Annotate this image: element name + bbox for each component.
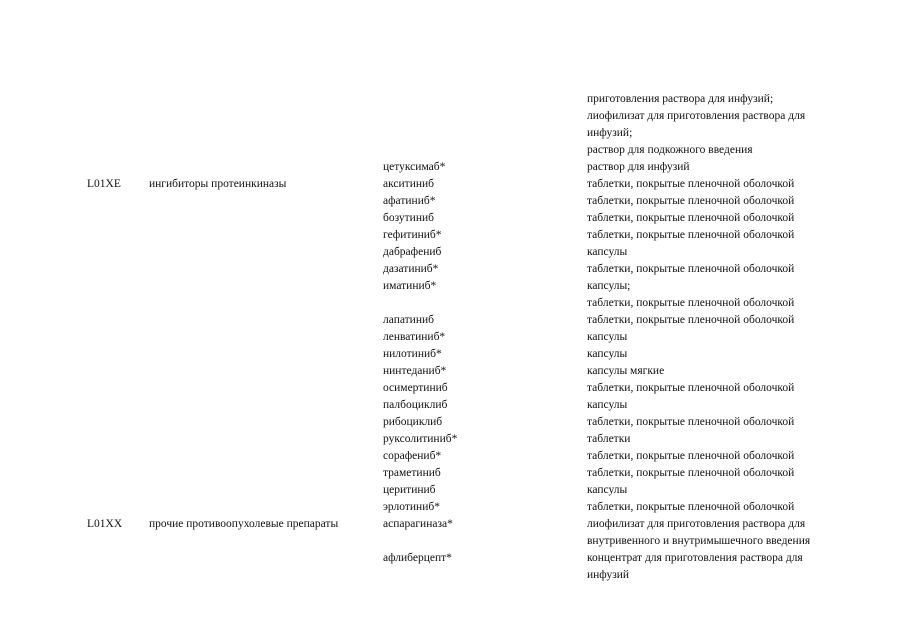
dosage-form-text: капсулы мягкие: [587, 365, 665, 377]
dosage-form-text: таблетки, покрытые пленочной оболочкой: [587, 212, 795, 224]
drug-name: акситиниб: [383, 178, 435, 190]
dosage-form-text: приготовления раствора для инфузий;: [587, 93, 774, 105]
drug-name: дазатиниб*: [383, 263, 439, 275]
dosage-form-text: таблетки, покрытые пленочной оболочкой: [587, 263, 795, 275]
drug-name: цетуксимаб*: [383, 161, 446, 173]
dosage-form-text: лиофилизат для приготовления раствора для: [587, 110, 806, 122]
dosage-form-text: таблетки, покрытые пленочной оболочкой: [587, 178, 795, 190]
dosage-form-text: таблетки, покрытые пленочной оболочкой: [587, 229, 795, 241]
drug-name: нилотиниб*: [383, 348, 442, 360]
dosage-form-text: капсулы: [587, 399, 628, 411]
atc-code: L01XX: [87, 518, 123, 530]
dosage-form-text: таблетки, покрытые пленочной оболочкой: [587, 195, 795, 207]
dosage-form-text: таблетки, покрытые пленочной оболочкой: [587, 297, 795, 309]
dosage-form-text: таблетки: [587, 433, 631, 445]
dosage-form-text: инфузий: [587, 569, 630, 581]
dosage-form-text: капсулы;: [587, 280, 631, 292]
drug-name: осимертиниб: [383, 382, 448, 394]
dosage-form-text: концентрат для приготовления раствора для: [587, 552, 803, 564]
pharmacological-group: ингибиторы протеинкиназы: [149, 178, 287, 190]
drug-name: сорафениб*: [383, 450, 442, 462]
dosage-form-text: раствор для подкожного введения: [587, 144, 753, 156]
drug-name: рибоциклиб: [383, 416, 443, 428]
dosage-form-text: таблетки, покрытые пленочной оболочкой: [587, 382, 795, 394]
drug-name: иматиниб*: [383, 280, 437, 292]
drug-name: афлиберцепт*: [383, 552, 452, 564]
pharmacological-group: прочие противоопухолевые препараты: [149, 518, 339, 530]
dosage-form-text: лиофилизат для приготовления раствора для: [587, 518, 806, 530]
dosage-form-text: внутривенного и внутримышечного введения: [587, 535, 811, 547]
drug-name: аспарагиназа*: [383, 518, 453, 530]
drug-name: палбоциклиб: [383, 399, 448, 411]
drug-name: афатиниб*: [383, 195, 436, 207]
drug-name: церитиниб: [383, 484, 436, 496]
dosage-form-text: таблетки, покрытые пленочной оболочкой: [587, 416, 795, 428]
dosage-form-text: капсулы: [587, 348, 628, 360]
dosage-form-text: таблетки, покрытые пленочной оболочкой: [587, 314, 795, 326]
drug-name: траметиниб: [383, 467, 441, 479]
drug-name: бозутиниб: [383, 212, 434, 224]
drug-name: лапатиниб: [383, 314, 434, 326]
dosage-form-text: раствор для инфузий: [587, 161, 690, 173]
drug-name: нинтеданиб*: [383, 365, 447, 377]
dosage-form-text: инфузий;: [587, 127, 633, 139]
dosage-form-text: капсулы: [587, 246, 628, 258]
drug-name: ленватиниб*: [383, 331, 446, 343]
dosage-form-text: таблетки, покрытые пленочной оболочкой: [587, 501, 795, 513]
drug-name: эрлотиниб*: [383, 501, 440, 513]
dosage-form-text: таблетки, покрытые пленочной оболочкой: [587, 467, 795, 479]
dosage-form-text: капсулы: [587, 484, 628, 496]
drug-name: дабрафениб: [383, 246, 442, 258]
dosage-form-text: капсулы: [587, 331, 628, 343]
drug-name: гефитиниб*: [383, 229, 442, 241]
atc-code: L01XE: [87, 178, 121, 190]
dosage-form-text: таблетки, покрытые пленочной оболочкой: [587, 450, 795, 462]
drug-name: руксолитиниб*: [383, 433, 458, 445]
